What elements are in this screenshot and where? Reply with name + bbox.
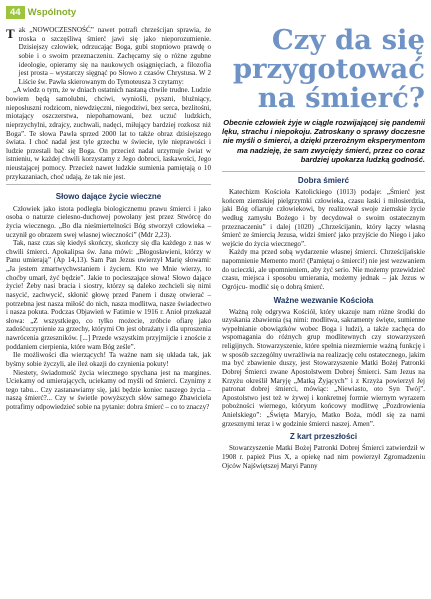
section-title: Wspólnoty — [27, 7, 77, 18]
right-column — [222, 26, 425, 596]
title-line-3: na śmierć? — [257, 82, 425, 114]
section-heading-history: Z kart przeszłości — [289, 432, 358, 442]
drop-cap: T — [6, 26, 15, 41]
page-number: 44 — [6, 6, 25, 19]
left-paragraph-4: Niestety, świadomość życia wiecznego spychana jest na margines. Uciekamy od umierających, uciekamy od myśli od śmierci. Czynimy z tego tabu... Czy zastanawiamy się, jaki będzie koniec naszego życia – naszą śmierć?... Czy w świetle powyższych słów samego Zbawiciela potrafimy odpowiedzieć sobie na pytanie: dobra śmierć – co to znaczy? — [6, 368, 211, 412]
right-paragraph-2: Każdy ma przed sobą wydarzenie własnej śmierci. Chrześcijańskie napomnienie Memento mori! (Pamiętaj o śmierci!) nie jest wezwaniem do ucieczki, ale upomnieniem, aby żyć serio. Nie możemy przewidzieć czasu, miejsca i sposobu umierania, możemy jednak – jak Jezus w Ogrójcu- modlić się o dobrą śmierć. — [222, 248, 425, 291]
right-paragraph-4: Stowarzyszenie Matki Bożej Patronki Dobrej Śmierci zatwierdził w 1908 r. papież Pius X, a opiekę nad nim powierzył Zgromadzeniu Ojców Najświętszej Maryi Panny — [222, 444, 425, 470]
left-column — [6, 26, 211, 596]
quote-paragraph: „A wiedz o tym, że w dniach ostatnich nastaną chwile trudne. Ludzie bowiem będą samolubni, chciwi, wyniośli, pyszni, bluźniący, nieposłuszni rodzicom, niewdzięczni, niegodziwi, bez serca, bezlitośni, miotający oszczerstwa, niepohamowani, bez uczuć ludzkich, nieprzychylni, zdrajcy, zuchwali, nadęci, miłujący bardziej rozkosz niż Boga”. Te słowa Pawła sprzed 2000 lat to także obraz dzisiejszego świata. I choć nadal jest tyle grzechu w świecie, tyle nieprawości i ludzie przestali bać się Boga. On przecież nadal urzymuje świat w istnieniu, w każdej chwili korzystamy z Jego dobroci, łaskawości, Jego nieustającej pomocy. Przecież nawet ludzkie sumienia pamiętają o 10 przykazaniach, choć udają, że tak nie jest. — [6, 86, 211, 181]
right-paragraph-1: Katechizm Kościoła Katolickiego (1013) podaje: „Śmierć jest końcem ziemskiej pielgrzymki człowieka, czasu łaski i miłosierdzia, jaki Bóg ofiaruje człowiekowi, by realizował swoje ziemskie życie według zamysłu Bożego i by decydował o swoim ostatecznym przeznaczeniu” i dalej (1020) „Chrześcijanin, który łączy własną śmierć ze śmiercią Jezusa, widzi śmierć jako przyjście do Niego i jako wejście do życia wiecznego”. — [222, 188, 425, 248]
left-paragraph-1: Człowiek jako istota podległa biologicznemu prawu śmierci i jako osoba o naturze cielesno-duchowej powołany jest przez Stwórcę do życia wiecznego. „Bo dla nieśmiertelności Bóg stworzył człowieka – uczynił go obrazem swej własnej wieczności” (Mdr 2,23). — [6, 204, 211, 239]
title-line-2: przygotować — [232, 53, 425, 85]
intro-text: ak „NOWOCZESNOŚĆ” nawet potrafi chrześcijan sprawia, że troska o szczęśliwą śmierć jawi się jako nieporozumienie. Dzisiejszy człowiek, odrzucając Boga, gubi stopniowo prawdę o sobie i o swoim przeznaczeniu. Zachęcamy się o różne zgubne ideologie, opieramy się na naukowych osiągnięciach, a filozofia jest prosta – wystarczy sięgnąć po Słowo z czasów Chrystusa. W 2 Liście św. Pawła skierowanym do Tymoteusza 3 czytamy: — [18, 26, 211, 86]
section-heading-church: Ważne wezwanie Kościoła — [273, 295, 374, 305]
right-paragraph-3: Ważną rolę odgrywa Kościół, który ukazuje nam różne środki do uzyskania zbawienia (są nimi: modlitwa, sakramenty święte, sumienne wypełnianie obowiązków wobec Boga i ludzi), a także zachęca do wspomagania do różnych grup modlitewnych czy stowarzyszeń religijnych. Stowarzyszenie, które spełnia niezmiernie ważną funkcję i w sposób szczególny uwrażliwia na realizację celu ostatecznego, jakim ma być zbawienie duszy, jest Stowarzyszenie Matki Bożej Patronki Dobrej Śmierci zwane Apostolstwem Dobrej Śmierci. Sam Jezus na Krzyżu określił Maryję „Matką Żyjących” i z Krzyża powierzył Jej patronat dobrej śmierci, mówiąc: „Niewiasto, oto Syn Twój”. Apostolstwo jest też w żywej i konkretnej formie wiernym wyrazem pobożności wiernego, któryum końcowy modlitwę „Pozdrowienia Anielskiego”: „Święta Maryjo, Matko Boża, módl się za nami grzesznymi teraz i w godzinie śmierci naszej. Amen”. — [222, 307, 425, 428]
article-title — [222, 26, 425, 113]
left-paragraph-2: Tak, nasz czas się kiedyś skończy, skończy się dla każdego z nas w chwili śmierci. Apokalipsa św. Jana mówi: „Błogosławieni, którzy w Panu umierają” (Ap 14,13). Sam Pan Jezus uwierzył Marię słowami: „Ja jestem zmartwychwstaniem i życiem. Kto we Mnie wierzy, to choćby umarł, żyć będzie”. Jakie to pocieszające słowa! Słowo dające życie! Żeby nasi bracia i siostry, którzy są daleko zechcieli się nimi nasycić, zachwycić, skłonić głowę przed Panem i duszę otwierać – potrzebna jest nasza miłość do nich, nasza modlitwa, nasze świadectwo i nasza pokuta. Podczas Objawień w Fatimie w 1916 r. Anioł przekazał słowa: „Z wszystkiego, co tylko możecie, zróbcie ofiarę jako zadośćuczynienie za grzechy, którymi On jest obrażany i dla uproszenia nawrócenia grzeszników. [...] Przede wszystkim przyjmijcie i znoście z poddaniem cierpienia, które wam Bóg ześle”. — [6, 239, 211, 351]
section-heading-good-death: Dobra śmierć — [297, 176, 350, 186]
article-lead: Obecnie człowiek żyje w ciągle rozwijającej się pandemii lęku, strachu i niepokoju. Zatroskany o sprawy doczesne nie myśli o śmierci, a dzięki przerożnym eksperymentom ma nadzieję, że sam zwycięży śmierć, przez co coraz bardziej upokarza ludzką godność. — [222, 118, 425, 164]
section-heading-life: Słowo dające życie wieczne — [55, 192, 162, 202]
title-line-1: Czy da się — [271, 24, 425, 56]
right-divider — [222, 171, 425, 172]
page-header — [6, 6, 79, 19]
intro-paragraph — [6, 26, 211, 86]
left-paragraph-3: Ile możliwości dla wierzących! Ta ważne nam się układa tak, jak byśmy sobie życzyli, ale ileż okazji do czynienia pokuty! — [6, 351, 211, 368]
left-divider — [6, 184, 211, 188]
